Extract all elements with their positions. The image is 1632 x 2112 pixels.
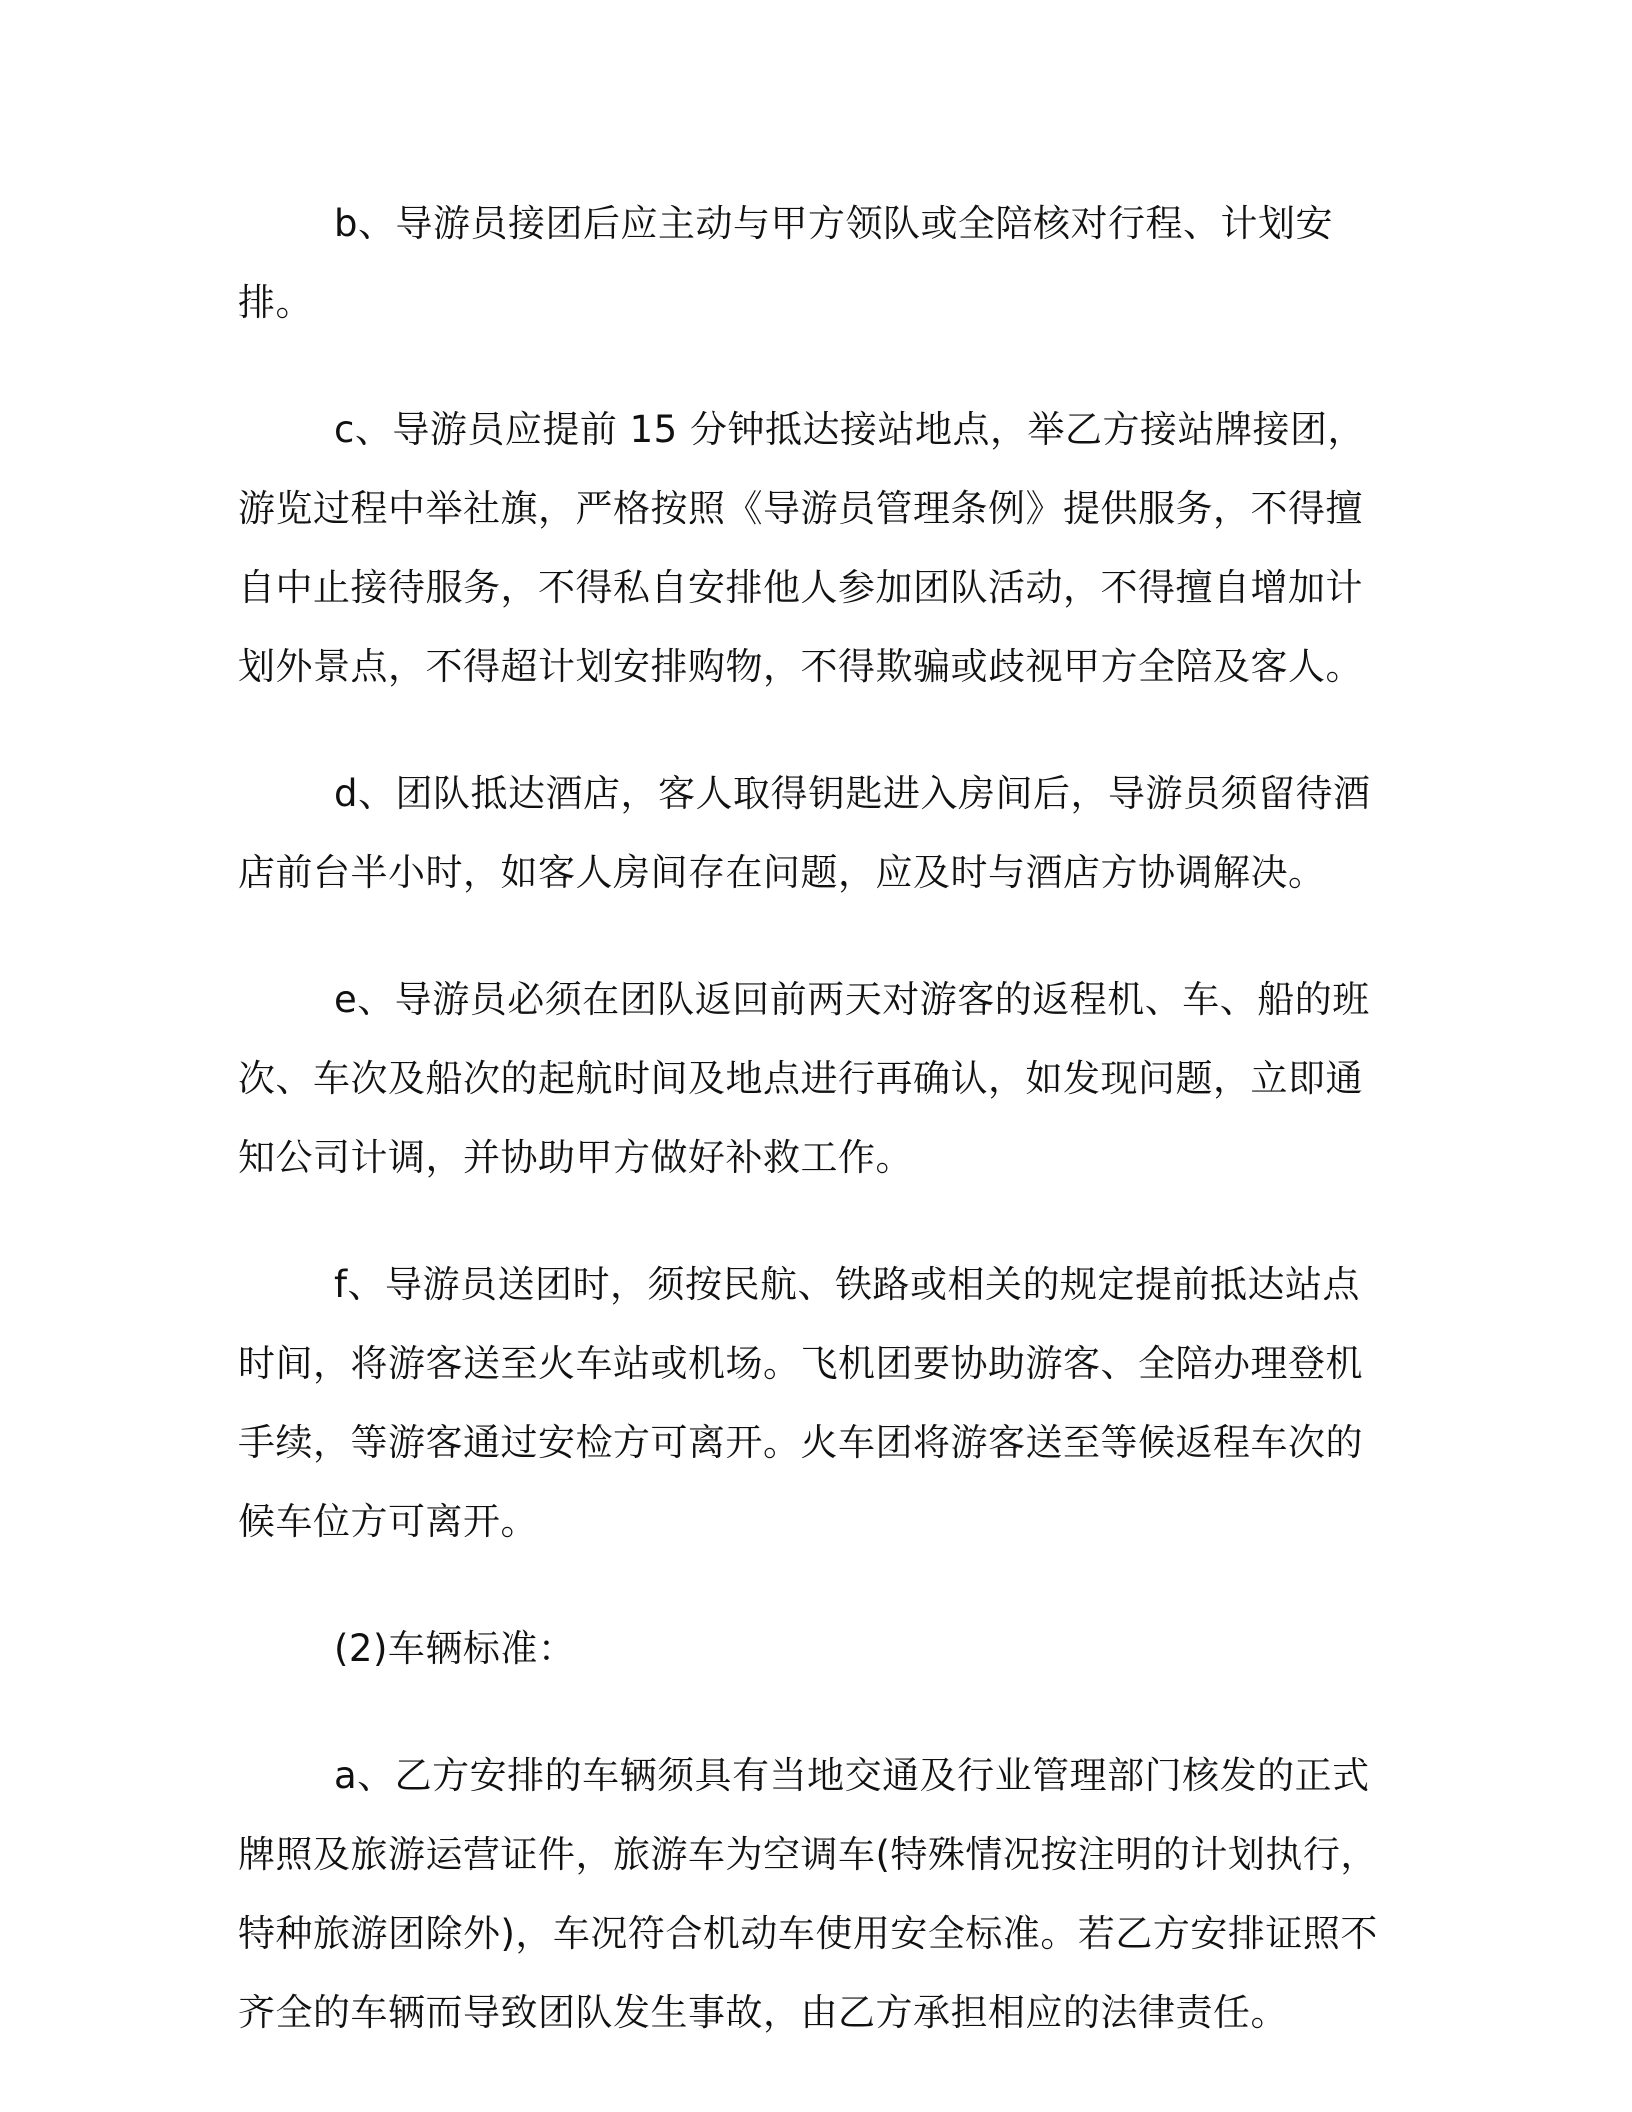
section-heading-vehicle-standards: (2)车辆标准： — [334, 1627, 576, 1670]
paragraph-e-return-reconfirmation: e、导游员必须在团队返回前两天对游客的返程机、车、船的班次、车次及船次的起航时间及地点进行再确认，如发现问题，立即通知公司计调，并协助甲方做好补救工作。 — [238, 978, 1370, 1179]
paragraph-f-seeing-off-group: f、导游员送团时，须按民航、铁路或相关的规定提前抵达站点时间，将游客送至火车站或机场。飞机团要协助游客、全陪办理登机手续，等游客通过安检方可离开。火车团将游客送至等候返程车次的候车位方可离开。 — [238, 1263, 1363, 1543]
paragraph-b-guide-verify-itinerary: b、导游员接团后应主动与甲方领队或全陪核对行程、计划安排。 — [238, 202, 1333, 324]
document-body — [238, 184, 1378, 2100]
paragraph-d-hotel-check-in: d、团队抵达酒店，客人取得钥匙进入房间后，导游员须留待酒店前台半小时，如客人房间存在问题，应及时与酒店方协调解决。 — [238, 772, 1371, 894]
paragraph-a-vehicle-requirements: a、乙方安排的车辆须具有当地交通及行业管理部门核发的正式牌照及旅游运营证件，旅游车为空调车(特殊情况按注明的计划执行，特种旅游团除外)，车况符合机动车使用安全标准。若乙方安排证照不齐全的车辆而导致团队发生事故，由乙方承担相应的法律责任。 — [238, 1754, 1378, 2034]
paragraph-c-guide-service-rules: c、导游员应提前 15 分钟抵达接站地点，举乙方接站牌接团，游览过程中举社旗，严格按照《导游员管理条例》提供服务，不得擅自中止接待服务，不得私自安排他人参加团队活动，不得擅自增加计划外景点，不得超计划安排购物，不得欺骗或歧视甲方全陪及客人。 — [238, 408, 1365, 688]
